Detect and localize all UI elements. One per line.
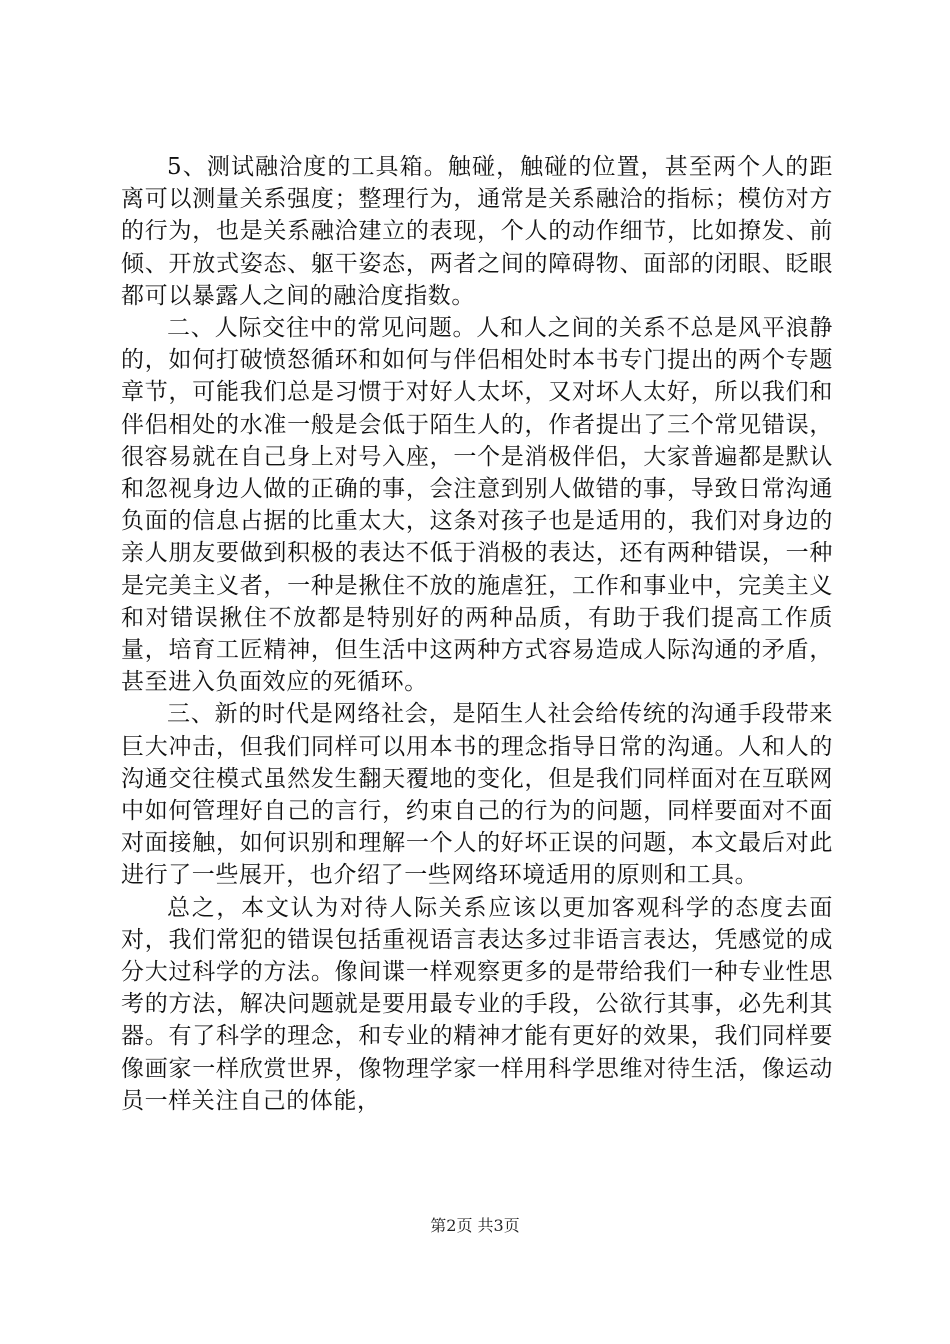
document-body — [121, 151, 833, 1117]
paragraph-network-society: 三、新的时代是网络社会，是陌生人社会给传统的沟通手段带来巨大冲击，但我们同样可以用本书的理念指导日常的沟通。人和人的沟通交往模式虽然发生翻天覆地的变化，但是我们同样面对在互联网中如何管理好自己的言行，约束自己的行为的问题，同样要面对不面对面接触，如何识别和理解一个人的好坏正误的问题，本文最后对此进行了一些展开，也介绍了一些网络环境适用的原则和工具。 — [121, 701, 833, 889]
paragraph-common-problems: 二、人际交往中的常见问题。人和人之间的关系不总是风平浪静的，如何打破愤怒循环和如何与伴侣相处时本书专门提出的两个专题章节，可能我们总是习惯于对好人太坏，又对坏人太好，所以我们和伴侣相处的水准一般是会低于陌生人的，作者提出了三个常见错误，很容易就在自己身上对号入座，一个是消极伴侣，大家普遍都是默认和忽视身边人做的正确的事，会注意到别人做错的事，导致日常沟通负面的信息占据的比重太大，这条对孩子也是适用的，我们对身边的亲人朋友要做到积极的表达不低于消极的表达，还有两种错误，一种是完美主义者，一种是揪住不放的施虐狂，工作和事业中，完美主义和对错误揪住不放都是特别好的两种品质，有助于我们提高工作质量，培育工匠精神，但生活中这两种方式容易造成人际沟通的矛盾，甚至进入负面效应的死循环。 — [121, 315, 833, 696]
page-number-footer: 第2页 共3页 — [430, 1216, 520, 1235]
paragraph-conclusion: 总之，本文认为对待人际关系应该以更加客观科学的态度去面对，我们常犯的错误包括重视语言表达多过非语言表达，凭感觉的成分大过科学的方法。像间谍一样观察更多的是带给我们一种专业性思考的方法，解决问题就是要用最专业的手段，公欲行其事，必先利其器。有了科学的理念，和专业的精神才能有更好的效果，我们同样要像画家一样欣赏世界，像物理学家一样用科学思维对待生活，像运动员一样关注自己的体能， — [121, 894, 833, 1114]
paragraph-touch-toolbox: 5、测试融洽度的工具箱。触碰，触碰的位置，甚至两个人的距离可以测量关系强度；整理行为，通常是关系融洽的指标；模仿对方的行为，也是关系融洽建立的表现，个人的动作细节，比如撩发、前倾、开放式姿态、躯干姿态，两者之间的障碍物、面部的闭眼、眨眼都可以暴露人之间的融洽度指数。 — [121, 154, 833, 309]
